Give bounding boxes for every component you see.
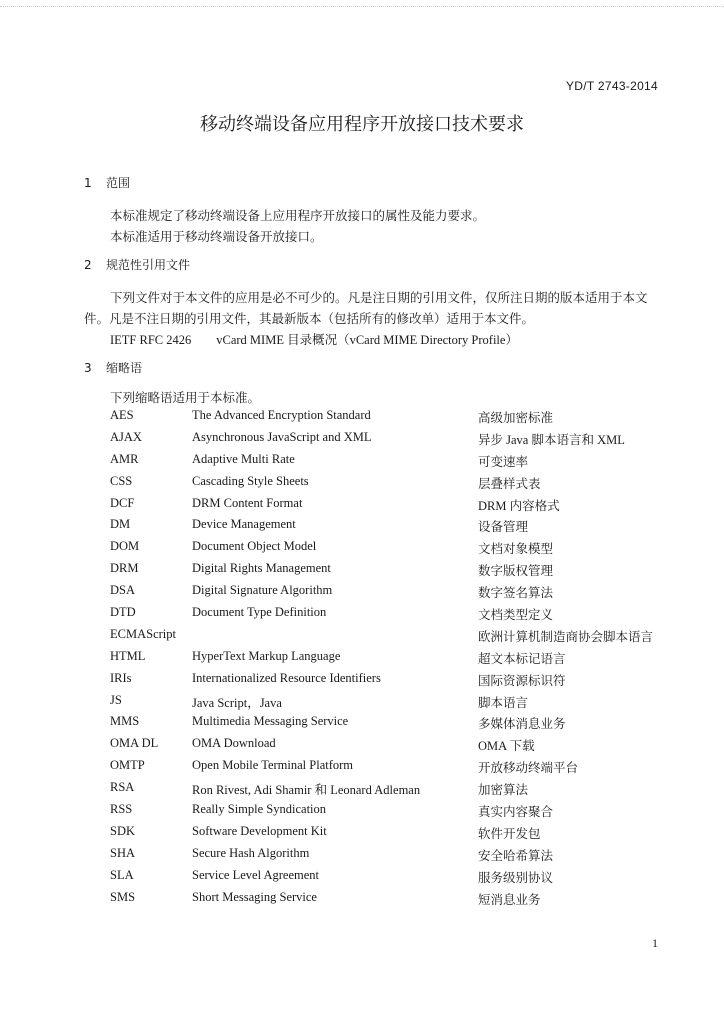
paragraph: 本标准适用于移动终端设备开放接口。 [110,230,323,244]
english-term: Internationalized Resource Identifiers [192,670,381,685]
english-term: Short Messaging Service [192,889,317,904]
reference-entry: IETF RFC 2426 vCard MIME 目录概况（vCard MIME Directory Profile） [110,333,518,347]
chinese-term: 文档类型定义 [478,608,554,623]
section-title: 缩略语 [106,361,143,375]
table-row [110,605,670,627]
section-title: 规范性引用文件 [106,258,191,272]
chinese-term: 数字版权管理 [478,564,554,579]
table-row [110,736,670,758]
abbreviation: RSA [110,780,135,795]
abbreviation: SDK [110,823,136,838]
chinese-term: 设备管理 [478,520,529,535]
scan-top-border [0,0,724,7]
standard-number: YD/T 2743-2014 [565,79,658,93]
table-row [110,714,670,736]
table-row [110,517,670,539]
abbreviation: HTML [110,648,146,663]
table-row [110,408,670,430]
abbreviation: DM [110,517,131,532]
table-row [110,474,670,496]
english-term: Document Type Definition [192,605,327,620]
table-row [110,452,670,474]
abbreviation: IRIs [110,670,132,685]
abbreviation: MMS [110,714,140,729]
english-term: Device Management [192,517,296,532]
english-term: Service Level Agreement [192,867,320,882]
chinese-term: 开放移动终端平台 [478,761,579,776]
chinese-term: 层叠样式表 [478,476,541,491]
section-heading-scope [84,174,130,191]
english-term: Multimedia Messaging Service [192,714,349,729]
abbreviation: OMTP [110,758,145,773]
english-term: Software Development Kit [192,823,327,838]
abbreviation: AJAX [110,429,142,444]
section-heading-abbreviations [84,359,142,376]
section-heading-normative-references [84,256,190,273]
english-term: Secure Hash Algorithm [192,845,310,860]
table-row [110,890,670,912]
chinese-term: 超文本标记语言 [478,651,566,666]
chinese-term: 欧洲计算机制造商协会脚本语言 [478,629,654,644]
english-term: Really Simple Syndication [192,802,327,817]
table-row [110,496,670,518]
chinese-term: 文档对象模型 [478,542,554,557]
table-row [110,583,670,605]
document-title: 移动终端设备应用程序开放接口技术要求 [200,114,524,135]
chinese-term: 多媒体消息业务 [478,717,566,732]
table-row [110,671,670,693]
abbreviation: SMS [110,889,136,904]
abbreviation: DCF [110,495,135,510]
chinese-term: 高级加密标准 [478,411,554,425]
chinese-term: 国际资源标识符 [478,673,566,688]
abbreviation: OMA DL [110,736,159,751]
table-row [110,780,670,802]
english-term: Ron Rivest, Adi Shamir 和 Leonard Adleman [192,783,421,798]
section-number: 1 [84,176,92,190]
abbreviation: AES [110,408,134,422]
abbreviation-table [110,408,670,911]
english-term: Document Object Model [192,539,317,554]
chinese-term: DRM 内容格式 [478,498,560,513]
table-row [110,758,670,780]
chinese-term: 短消息业务 [478,892,541,907]
abbreviation: JS [110,692,122,707]
chinese-term: 异步 Java 脚本语言和 XML [478,432,625,447]
english-term: Adaptive Multi Rate [192,451,295,466]
english-term: OMA Download [192,736,276,751]
paragraph: 件。凡是不注日期的引用文件，其最新版本（包括所有的修改单）适用于本文件。 [84,312,535,326]
table-row [110,430,670,452]
section-number: 3 [84,361,92,375]
abbreviation: DOM [110,539,140,554]
paragraph: 下列缩略语适用于本标准。 [110,391,261,405]
chinese-term: 真实内容聚合 [478,805,554,820]
table-row [110,846,670,868]
abbreviation: SHA [110,845,136,860]
chinese-term: 可变速率 [478,454,529,469]
paragraph: 本标准规定了移动终端设备上应用程序开放接口的属性及能力要求。 [110,209,486,223]
chinese-term: 脚本语言 [478,695,529,710]
chinese-term: OMA 下载 [478,739,535,754]
chinese-term: 服务级别协议 [478,870,554,885]
page-number: 1 [652,936,658,950]
abbreviation: DTD [110,605,136,620]
english-term: Cascading Style Sheets [192,473,309,488]
chinese-term: 加密算法 [478,783,529,798]
abbreviation: SLA [110,867,134,882]
english-term: Asynchronous JavaScript and XML [192,429,372,444]
abbreviation: ECMAScript [110,626,176,641]
chinese-term: 软件开发包 [478,826,541,841]
section-number: 2 [84,258,92,272]
table-row [110,868,670,890]
english-term: The Advanced Encryption Standard [192,408,371,422]
abbreviation: RSS [110,802,133,817]
english-term: Open Mobile Terminal Platform [192,758,354,773]
paragraph: 下列文件对于本文件的应用是必不可少的。凡是注日期的引用文件，仅所注日期的版本适用于本文 [110,291,648,305]
table-row [110,802,670,824]
table-row [110,539,670,561]
chinese-term: 数字签名算法 [478,586,554,601]
english-term: DRM Content Format [192,495,303,510]
english-term: HyperText Markup Language [192,648,341,663]
english-term: Digital Rights Management [192,561,331,576]
table-row [110,561,670,583]
abbreviation: AMR [110,451,139,466]
english-term: Digital Signature Algorithm [192,583,333,598]
english-term: Java Script，Java [192,695,282,710]
section-title: 范围 [106,176,131,190]
abbreviation: DRM [110,561,139,576]
abbreviation: DSA [110,583,136,598]
table-row [110,649,670,671]
abbreviation: CSS [110,473,133,488]
chinese-term: 安全哈希算法 [478,848,554,863]
table-row [110,824,670,846]
table-row [110,627,670,649]
table-row [110,693,670,715]
